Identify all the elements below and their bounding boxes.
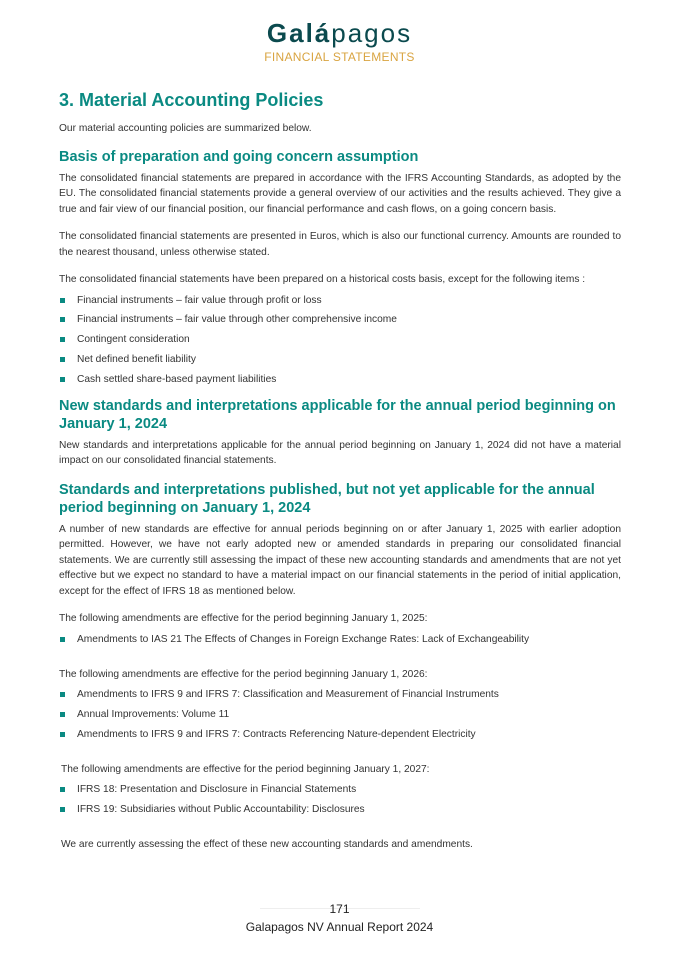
basis-paragraph-2: The consolidated financial statements are presented in Euros, which is also our functional currency. Amounts are rounded to the nearest thousand, unless otherwise stated. xyxy=(59,231,621,258)
basis-heading: Basis of preparation and going concern assumption xyxy=(59,148,419,165)
published-paragraph: A number of new standards are effective for annual periods beginning on or after January 1, 2025 with earlier adoption permitted. However, we have not early adopted new or amended standards in preparing our consolidated financial statements. We are currently still assessing the impact of these new accounting standards and amendments that are not yet effective but we expect no standard to have a material impact on our financial statements in the period of initial application, except for the effect of IFRS 18 as mentioned below. xyxy=(59,523,621,597)
list-item: Amendments to IFRS 9 and IFRS 7: Contracts Referencing Nature-dependent Electricity xyxy=(59,727,621,742)
main-content xyxy=(59,88,621,853)
lead-2027: The following amendments are effective for the period beginning January 1, 2027: xyxy=(61,763,430,775)
amendments-2026-list xyxy=(59,687,621,742)
page-title: 3. Material Accounting Policies xyxy=(59,90,324,110)
list-item: Amendments to IFRS 9 and IFRS 7: Classification and Measurement of Financial Instruments xyxy=(59,687,621,702)
list-item: Contingent consideration xyxy=(59,332,621,347)
intro-paragraph: Our material accounting policies are summarized below. xyxy=(59,123,312,134)
list-item: Financial instruments – fair value through profit or loss xyxy=(59,293,621,308)
basis-items-list xyxy=(59,293,621,387)
list-item: Financial instruments – fair value through other comprehensive income xyxy=(59,312,621,327)
report-title: Galapagos NV Annual Report 2024 xyxy=(245,920,434,934)
basis-paragraph-3: The consolidated financial statements have been prepared on a historical costs basis, except for the following items : xyxy=(59,274,586,285)
list-item: Net defined benefit liability xyxy=(59,352,621,367)
section-label: FINANCIAL STATEMENTS xyxy=(264,50,415,64)
amendments-2025-list xyxy=(59,632,621,647)
published-heading: Standards and interpretations published, but not yet applicable for the annual period beginning on January 1, 2024 xyxy=(59,481,595,516)
list-item: IFRS 18: Presentation and Disclosure in Financial Statements xyxy=(59,782,621,797)
lead-2025: The following amendments are effective for the period beginning January 1, 2025: xyxy=(59,613,428,625)
list-item: Annual Improvements: Volume 11 xyxy=(59,707,621,722)
page-number: 171 xyxy=(329,902,350,916)
new-standards-paragraph: New standards and interpretations applicable for the annual period beginning on January 1, 2024 did not have a material impact on our consolidated financial statements. xyxy=(59,439,621,467)
basis-paragraph-1: The consolidated financial statements are prepared in accordance with the IFRS Accounting Standards, as adopted by the EU. The consolidated financial statements provide a general overview of our activities and the results achieved. They give a true and fair view of our financial position, our financial performance and cash flows, on a going concern basis. xyxy=(59,172,621,215)
closing-paragraph: We are currently assessing the effect of these new accounting standards and amendments. xyxy=(61,839,473,851)
page-header xyxy=(0,16,679,64)
galapagos-logo: Galápagos xyxy=(266,18,413,48)
list-item: Amendments to IAS 21 The Effects of Changes in Foreign Exchange Rates: Lack of Exchangeability xyxy=(59,632,621,647)
page-footer xyxy=(0,902,679,935)
new-standards-heading: New standards and interpretations applicable for the annual period beginning on January 1, 2024 xyxy=(59,397,616,432)
amendments-2027-list xyxy=(59,782,621,817)
list-item: IFRS 19: Subsidiaries without Public Accountability: Disclosures xyxy=(59,802,621,817)
lead-2026: The following amendments are effective for the period beginning January 1, 2026: xyxy=(59,668,428,680)
list-item: Cash settled share-based payment liabilities xyxy=(59,372,621,387)
